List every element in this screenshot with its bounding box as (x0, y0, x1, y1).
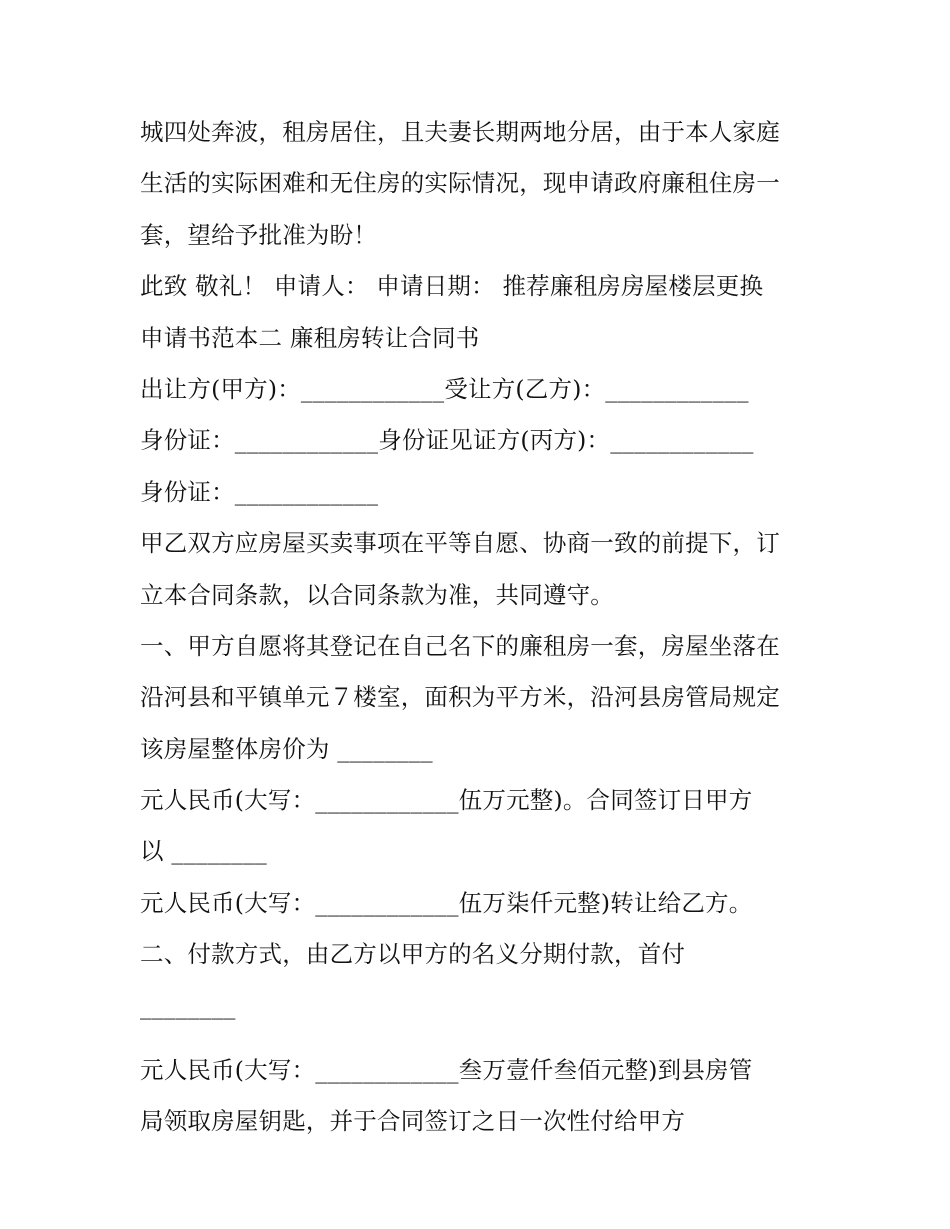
clause-line: 该房屋整体房价为 ________ (140, 734, 433, 763)
text-line: 城四处奔波，租房居住，且夫妻长期两地分居，由于本人家庭 (140, 118, 780, 146)
clause-line: 以 ________ (140, 837, 267, 866)
contract-id-line: 身份证：____________ (140, 477, 379, 506)
contract-id-line: 身份证：____________身份证见证方(丙方)：____________ (140, 426, 754, 455)
text-line: 申请书范本二 廉租房转让合同书 (140, 323, 480, 352)
document-page (140, 107, 820, 1147)
text-line: 甲乙双方应房屋买卖事项在平等自愿、协商一致的前提下，订 (140, 529, 780, 558)
contract-party-line: 出让方(甲方)：____________受让方(乙方)：____________ (140, 374, 749, 403)
text-line: 套，望给予批准为盼！ (140, 220, 377, 249)
text-line: 此致 敬礼！ 申请人： 申请日期： 推荐廉租房房屋楼层更换 (140, 272, 764, 301)
clause-line: 元人民币(大写：____________伍万柒仟元整)转让给乙方。 (140, 888, 753, 917)
text-line: 生活的实际困难和无住房的实际情况，现申请政府廉租住房一 (140, 169, 780, 198)
clause-line: 局领取房屋钥匙，并于合同签订之日一次性付给甲方 (140, 1107, 686, 1136)
clause-line: 元人民币(大写：____________叁万壹仟叁佰元整)到县房管 (140, 1055, 753, 1084)
clause-line: 沿河县和平镇单元７楼室，面积为平方米，沿河县房管局规定 (140, 683, 780, 712)
clause-line: 二、付款方式，由乙方以甲方的名义分期付款，首付 (140, 940, 686, 969)
text-line: 立本合同条款，以合同条款为准，共同遵守。 (140, 580, 614, 609)
clause-line: 一、甲方自愿将其登记在自己名下的廉租房一套，房屋坐落在 (140, 631, 780, 660)
blank-line: ________ (140, 991, 236, 1020)
clause-line: 元人民币(大写：____________伍万元整)。合同签订日甲方 (140, 786, 753, 815)
